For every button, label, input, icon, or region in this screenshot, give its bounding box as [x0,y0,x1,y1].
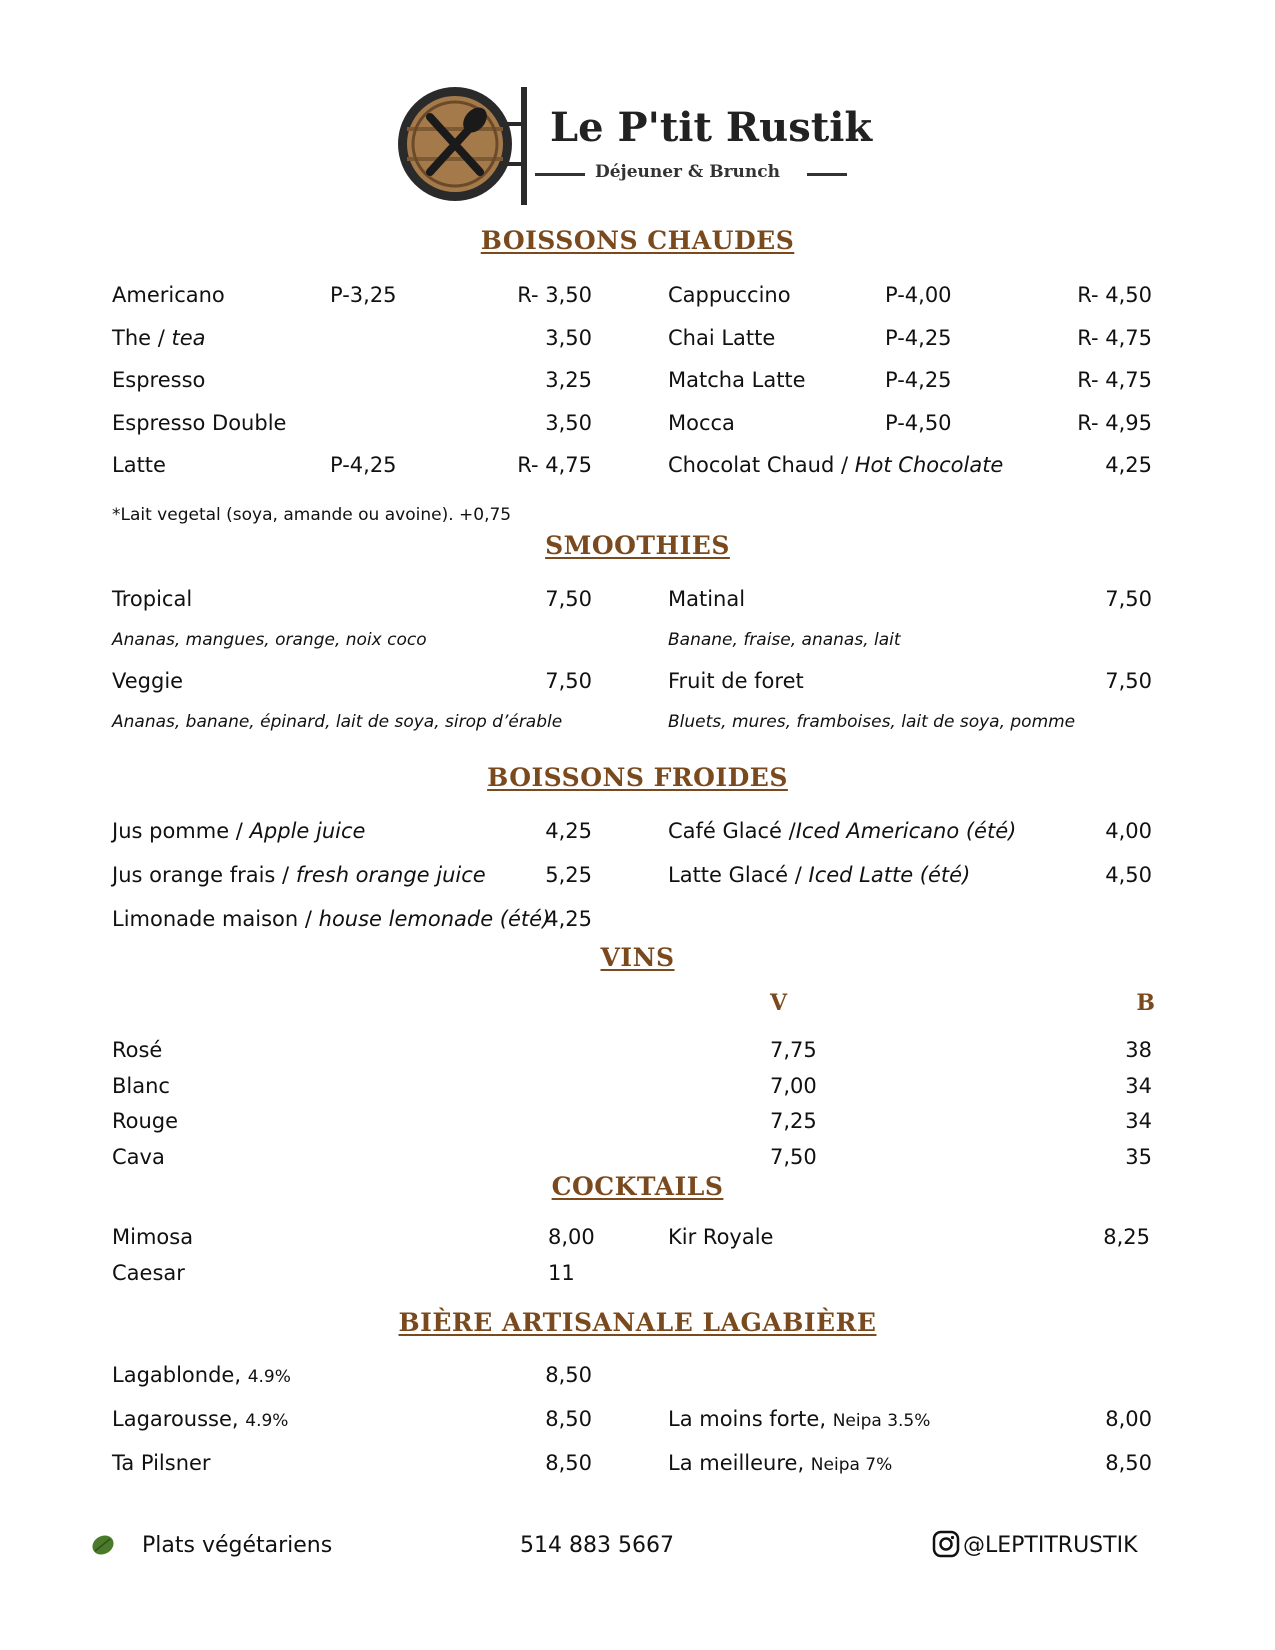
wine-bottle-price: 38 [1125,1038,1152,1062]
item-name: Mocca [668,411,735,435]
wine-bottle-price: 35 [1125,1145,1152,1169]
item-name-english: Apple juice [249,819,366,843]
item-name-block [112,1450,211,1476]
smoothie-ingredients: Ananas, mangues, orange, noix coco [112,630,427,650]
logo-line-left [535,173,585,176]
wine-name: Rosé [112,1038,163,1062]
section-heading-cold: BOISSONS FROIDES [487,763,788,792]
item-small-price: P-4,25 [885,368,952,392]
item-name: Americano [112,283,225,307]
item-price: 4,50 [1105,863,1152,887]
smoothie-ingredients: Banane, fraise, ananas, lait [668,630,901,650]
item-price: 3,50 [545,326,592,350]
wine-glass-price: 7,00 [770,1074,817,1098]
item-price: R- 4,75 [1077,368,1152,392]
smoothie-name: Tropical [112,587,193,611]
item-name: Latte [112,453,166,477]
wine-glass-price: 7,75 [770,1038,817,1062]
item-name-block [668,410,735,436]
item-name-block [112,367,205,393]
item-name: Latte Glacé / [668,863,809,887]
item-name-block [668,1406,930,1434]
section-heading-smoothies: SMOOTHIES [545,531,730,560]
item-name-block [112,452,166,478]
item-name-block [112,862,486,888]
item-name: Ta Pilsner [112,1451,211,1475]
item-name-block [668,1450,892,1478]
item-detail: 4.9% [245,1411,289,1431]
item-price: R- 3,50 [517,283,592,307]
item-name: Lagablonde, [112,1363,248,1387]
beer-price: 8,50 [1105,1451,1152,1475]
item-small-price: P-4,25 [330,453,397,477]
beer-price: 8,50 [545,1363,592,1387]
item-name-english: Iced Americano (été) [795,819,1017,843]
item-price: 4,25 [545,819,592,843]
wine-name: Cava [112,1145,165,1169]
smoothie-price: 7,50 [545,587,592,611]
smoothie-ingredients: Bluets, mures, framboises, lait de soya, pomme [668,712,1076,732]
wine-name: Rouge [112,1109,179,1133]
wine-glass-price: 7,50 [770,1145,817,1169]
wine-bottle-price: 34 [1125,1109,1152,1133]
item-name-block [112,1362,291,1390]
cocktail-price: 8,25 [1103,1225,1150,1249]
item-name: Chai Latte [668,326,776,350]
smoothie-price: 7,50 [1105,669,1152,693]
item-price: R- 4,75 [1077,326,1152,350]
smoothie-ingredients: Ananas, banane, épinard, lait de soya, sirop d’érable [112,712,563,732]
item-price: R- 4,50 [1077,283,1152,307]
restaurant-logo [395,82,895,212]
item-name: La moins forte, [668,1407,833,1431]
phone-number: 514 883 5667 [520,1533,674,1558]
item-name-english: Hot Chocolate [854,453,1004,477]
instagram-handle: @LEPTITRUSTIK [963,1533,1138,1558]
item-price: 3,25 [545,368,592,392]
item-price: 4,00 [1105,819,1152,843]
item-name-block [112,282,225,308]
cocktail-name: Mimosa [112,1225,194,1249]
item-name-english: fresh orange juice [295,863,486,887]
fork-spoon-logo-icon [395,82,545,212]
item-name-english: tea [171,326,206,350]
smoothie-name: Fruit de foret [668,669,804,693]
item-name: Chocolat Chaud / [668,453,855,477]
item-detail: 4.9% [247,1367,291,1387]
item-name-block [112,410,286,436]
item-name: Espresso [112,368,206,392]
wine-col-bottle: B [1136,990,1155,1016]
item-name-block [112,818,365,844]
item-price: 4,25 [1105,453,1152,477]
cocktail-name: Kir Royale [668,1225,774,1249]
beer-price: 8,50 [545,1407,592,1431]
item-name-english: house lemonade (été) [318,907,551,931]
item-detail: Neipa 7% [810,1455,893,1475]
item-small-price: P-4,00 [885,283,952,307]
item-small-price: P-4,50 [885,411,952,435]
logo-title: Le P'tit Rustik [550,104,873,151]
cocktail-price: 8,00 [548,1225,595,1249]
item-price: 5,25 [545,863,592,887]
item-name: Lagarousse, [112,1407,246,1431]
cocktail-name: Caesar [112,1261,185,1285]
item-name-english: Iced Latte (été) [808,863,971,887]
item-name: Espresso Double [112,411,287,435]
item-price: R- 4,95 [1077,411,1152,435]
beer-price: 8,00 [1105,1407,1152,1431]
smoothie-name: Veggie [112,669,184,693]
item-small-price: P-4,25 [885,326,952,350]
cocktail-price: 11 [548,1261,575,1285]
item-price: R- 4,75 [517,453,592,477]
item-name-block [668,367,806,393]
item-name: The / [112,326,172,350]
section-heading-cocktails: COCKTAILS [551,1172,724,1201]
section-heading-beer: BIÈRE ARTISANALE LAGABIÈRE [398,1308,877,1337]
item-price: 4,25 [545,907,592,931]
item-name-block [668,862,970,888]
section-heading-wines: VINS [600,943,675,972]
item-name-block [668,282,791,308]
item-name: Matcha Latte [668,368,806,392]
wine-col-glass: V [770,990,788,1016]
instagram-icon [932,1530,960,1558]
item-name-block [668,452,1003,478]
item-price: 3,50 [545,411,592,435]
item-name-block [668,325,775,351]
leaf-icon [90,1533,116,1557]
wine-name: Blanc [112,1074,170,1098]
item-name-block [668,818,1016,844]
item-name-block [112,325,206,351]
wine-bottle-price: 34 [1125,1074,1152,1098]
item-name: La meilleure, [668,1451,811,1475]
logo-subtitle: Déjeuner & Brunch [595,162,780,182]
section-heading-hot: BOISSONS CHAUDES [480,226,795,255]
smoothie-price: 7,50 [1105,587,1152,611]
beer-price: 8,50 [545,1451,592,1475]
item-name: Jus orange frais / [112,863,296,887]
item-small-price: P-3,25 [330,283,397,307]
item-name: Café Glacé / [668,819,796,843]
wine-glass-price: 7,25 [770,1109,817,1133]
logo-line-right [807,173,847,176]
vegetarian-legend: Plats végétariens [142,1533,333,1558]
item-name: Cappuccino [668,283,791,307]
item-name-block [112,1406,288,1434]
item-name: Limonade maison / [112,907,319,931]
item-name: Jus pomme / [112,819,250,843]
smoothie-name: Matinal [668,587,746,611]
item-detail: Neipa 3.5% [832,1411,931,1431]
plant-milk-note: *Lait vegetal (soya, amande ou avoine). +0,75 [112,505,512,525]
smoothie-price: 7,50 [545,669,592,693]
